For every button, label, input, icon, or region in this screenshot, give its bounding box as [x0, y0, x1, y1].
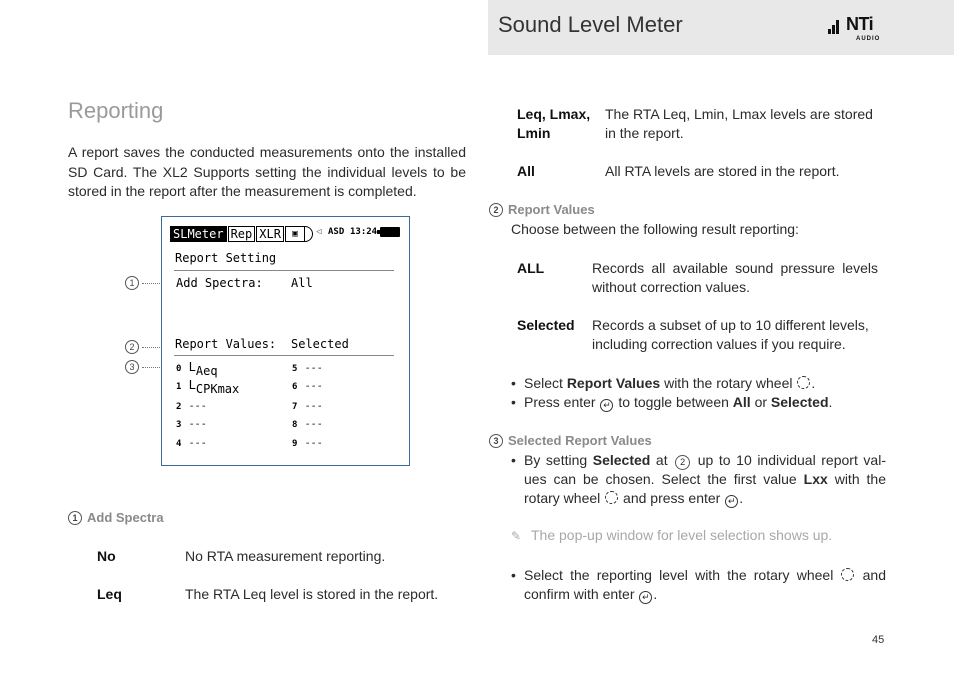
- clock-readout: 13:24: [350, 227, 378, 237]
- header-band: [488, 0, 954, 55]
- callout-1: 1: [125, 276, 139, 290]
- callout-2: 2: [489, 203, 503, 217]
- level-row: 1 LCPKmax: [176, 378, 240, 396]
- intro-paragraph: A report saves the conducted measurements onto the installed SD Card. The XL2 Supports setting the individual levels to be stored in the report after the measurement is completed.: [68, 144, 466, 199]
- option-desc: No RTA measurement reporting.: [185, 548, 386, 564]
- profile-icon: ▣: [285, 226, 305, 242]
- selected-values-heading: [489, 433, 652, 448]
- enter-icon: ↵: [600, 399, 613, 412]
- callout-1: 1: [68, 511, 82, 525]
- option-desc: Records a subset of up to 10 different levels, including correction values if you require.: [592, 317, 869, 352]
- option-term: ALL: [517, 260, 545, 276]
- option-term: All: [517, 163, 535, 179]
- battery-icon: [380, 227, 400, 237]
- asd-indicator: ASD: [328, 227, 345, 237]
- add-spectra-value: All: [291, 276, 313, 290]
- report-values-label: Report Values:: [175, 337, 277, 351]
- level-row: 8 ---: [292, 419, 323, 430]
- tab-rep: Rep: [228, 226, 256, 242]
- note: ✎ The pop-up window for level selection shows up.: [511, 527, 833, 543]
- level-row: 3 ---: [176, 419, 207, 430]
- level-row: 6 ---: [292, 381, 323, 392]
- device-screen: [161, 216, 410, 466]
- logo-bars-icon: [828, 20, 844, 34]
- option-term: Leq: [97, 586, 122, 602]
- page-number: 45: [872, 634, 885, 646]
- tab-cap: [305, 226, 313, 242]
- screen-divider: [174, 270, 394, 271]
- rotary-wheel-icon: [605, 491, 618, 504]
- bullet-select-level: • Select the reporting level with the rotary wheel and confirm with enter ↵ .: [524, 566, 886, 604]
- tab-xlr: XLR: [256, 226, 284, 242]
- report-values-heading: [489, 202, 595, 217]
- level-row: 4 ---: [176, 438, 207, 449]
- report-values-intro: Choose between the following result reporting:: [511, 221, 799, 237]
- option-desc: All RTA levels are stored in the report.: [605, 163, 840, 179]
- rotary-wheel-icon: [797, 376, 810, 389]
- callout-2: 2: [125, 340, 139, 354]
- section-heading: Reporting: [68, 98, 164, 123]
- option-term: No: [97, 548, 116, 564]
- screen-tabbar: [170, 225, 313, 242]
- bullet-press-enter: • Press enter ↵ to toggle between All or Selected.: [524, 393, 832, 412]
- logo-subtext: AUDIO: [856, 36, 881, 42]
- page-title: Sound Level Meter: [498, 12, 683, 37]
- report-setting-title: Report Setting: [175, 251, 277, 265]
- tab-slmeter: SLMeter: [170, 226, 227, 242]
- selected-values-title: Selected Report Values: [508, 433, 652, 448]
- level-row: 2 ---: [176, 401, 207, 412]
- logo-text: NTi: [846, 14, 874, 34]
- callout-3: 3: [489, 434, 503, 448]
- note-pencil-icon: ✎: [511, 529, 522, 543]
- level-row: 5 ---: [292, 363, 323, 374]
- enter-icon: ↵: [639, 591, 652, 604]
- callout-2: 2: [675, 455, 690, 470]
- option-desc: Records all available sound pressure levels without correction values.: [592, 260, 878, 295]
- add-spectra-label: Add Spectra:: [176, 276, 263, 290]
- nti-audio-logo: [828, 16, 888, 46]
- screen-divider: [174, 355, 394, 356]
- report-values-title: Report Values: [508, 202, 595, 217]
- rotary-wheel-icon: [841, 568, 854, 581]
- callout-3: 3: [125, 360, 139, 374]
- level-row: 9 ---: [292, 438, 323, 449]
- speaker-icon: ◁: [316, 227, 322, 237]
- report-values-value: Selected: [291, 337, 349, 351]
- option-desc: The RTA Leq level is stored in the report.: [185, 586, 439, 602]
- option-desc: The RTA Leq, Lmin, Lmax levels are stored in the report.: [605, 106, 873, 141]
- bullet-select-report-values: • Select Report Values with the rotary wheel .: [524, 374, 815, 393]
- option-term: Selected: [517, 317, 575, 333]
- enter-icon: ↵: [725, 495, 738, 508]
- level-row: 0 LAeq: [176, 360, 218, 378]
- level-row: 7 ---: [292, 401, 323, 412]
- option-term: Leq, Lmax, Lmin: [517, 106, 591, 141]
- add-spectra-heading: [68, 510, 164, 525]
- bullet-by-setting: • By setting Selected at 2 up to 10 individual report val-ues can be chosen. Select the first value Lxx with the rotary wheel and press enter ↵ .: [524, 451, 886, 508]
- add-spectra-title: Add Spectra: [87, 510, 164, 525]
